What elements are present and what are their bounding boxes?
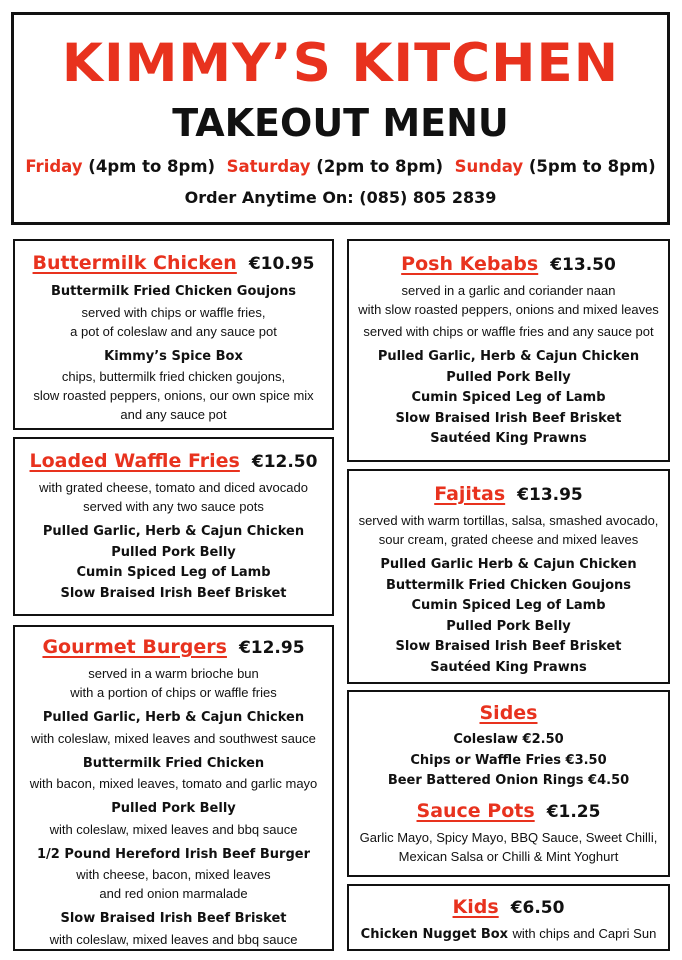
- item-description: served with chips or waffle fries,: [81, 304, 266, 320]
- section-title: [349, 483, 668, 505]
- section-price: €1.25: [546, 801, 601, 822]
- section-description: Mexican Salsa or Chilli & Mint Yoghurt: [398, 848, 619, 864]
- section-loaded-waffle-fries: [13, 437, 334, 616]
- section-description: served in a warm brioche bun: [88, 666, 259, 681]
- menu-item: Slow Braised Irish Beef Brisket: [395, 410, 622, 426]
- menu-item: Sautéed King Prawns: [430, 659, 587, 675]
- section-price: €13.50: [550, 255, 616, 275]
- section-description: with slow roasted peppers, onions and mixed leaves: [358, 302, 659, 317]
- menu-item: Slow Braised Irish Beef Brisket: [60, 911, 287, 926]
- menu-item: Coleslaw €2.50: [453, 732, 564, 747]
- item-description: a pot of coleslaw and any sauce pot: [70, 323, 277, 339]
- section-buttermilk-chicken: [13, 239, 334, 430]
- section-description: with a portion of chips or waffle fries: [70, 685, 277, 700]
- kids-item-line: [349, 924, 668, 946]
- section-name: Kids: [452, 896, 499, 918]
- menu-item: Sautéed King Prawns: [430, 431, 587, 446]
- hours-time-friday: (4pm to 8pm): [88, 157, 216, 176]
- hours-time-saturday: (2pm to 8pm): [316, 157, 444, 176]
- menu-item: Pulled Garlic Herb & Cajun Chicken: [380, 557, 637, 572]
- section-title: [349, 253, 668, 275]
- menu-item: Pulled Garlic, Herb & Cajun Chicken: [42, 710, 305, 725]
- order-phone: Order Anytime On: (085) 805 2839: [184, 188, 497, 207]
- item-description: and any sauce pot: [120, 407, 227, 422]
- item-description: with cheese, bacon, mixed leaves: [76, 867, 271, 882]
- menu-item: Cumin Spiced Leg of Lamb: [76, 565, 271, 580]
- menu-item: Chicken Nugget Box: [360, 927, 509, 942]
- section-price: €6.50: [510, 898, 565, 918]
- section-title: [15, 636, 332, 658]
- section-description: Garlic Mayo, Spicy Mayo, BBQ Sauce, Sweet Chilli,: [359, 829, 658, 845]
- menu-item: Buttermilk Fried Chicken Goujons: [50, 284, 297, 299]
- menu-item: 1/2 Pound Hereford Irish Beef Burger: [37, 846, 310, 862]
- menu-item: Pulled Pork Belly: [111, 801, 236, 816]
- section-title: [15, 450, 332, 472]
- item-description: with coleslaw, mixed leaves and southwest sauce: [31, 730, 316, 746]
- menu-header: [11, 12, 670, 225]
- item-description: and red onion marmalade: [99, 886, 248, 901]
- section-name: Sides: [479, 702, 538, 724]
- section-title: [349, 702, 668, 724]
- item-description: chips, buttermilk fried chicken goujons,: [61, 369, 286, 384]
- menu-item: Slow Braised Irish Beef Brisket: [60, 585, 287, 601]
- menu-item: Kimmy’s Spice Box: [104, 348, 243, 364]
- section-description: served with chips or waffle fries and any sauce pot: [363, 324, 654, 339]
- menu-item: Buttermilk Fried Chicken: [82, 755, 265, 771]
- section-description: served with warm tortillas, salsa, smashed avocado,: [358, 513, 659, 528]
- hours-day-sunday: Sunday: [454, 157, 524, 176]
- restaurant-name: KIMMY’S KITCHEN: [61, 33, 620, 94]
- section-gourmet-burgers: [13, 625, 334, 951]
- menu-item: Pulled Pork Belly: [446, 369, 571, 385]
- menu-item: Beer Battered Onion Rings €4.50: [387, 773, 630, 788]
- section-price: €12.50: [251, 452, 318, 472]
- menu-item: Pulled Pork Belly: [111, 544, 236, 560]
- section-description: with grated cheese, tomato and diced avocado: [39, 480, 308, 495]
- menu-item: Cumin Spiced Leg of Lamb: [411, 390, 606, 405]
- sauce-pots-title: [349, 800, 668, 822]
- menu-subtitle: TAKEOUT MENU: [172, 101, 509, 145]
- section-name: Posh Kebabs: [401, 253, 539, 275]
- menu-item: Pulled Garlic, Herb & Cajun Chicken: [377, 349, 640, 364]
- hours-time-sunday: (5pm to 8pm): [528, 157, 656, 176]
- item-description: with bacon, mixed leaves, tomato and garlic mayo: [29, 776, 318, 791]
- opening-hours: [14, 157, 667, 176]
- section-price: €12.95: [238, 638, 305, 658]
- section-name: Sauce Pots: [416, 799, 535, 822]
- section-title: [349, 896, 668, 918]
- section-name: Gourmet Burgers: [42, 636, 227, 658]
- section-description: served in a garlic and coriander naan: [401, 283, 616, 298]
- item-description: with coleslaw, mixed leaves and bbq sauce: [49, 931, 298, 947]
- section-price: €10.95: [248, 254, 315, 274]
- menu-item: Slow Braised Irish Beef Brisket: [395, 639, 622, 654]
- menu-item: Pulled Pork Belly: [446, 618, 571, 634]
- section-price: €13.95: [517, 485, 583, 505]
- item-description: with chips and Capri Sun: [512, 926, 657, 941]
- hours-day-friday: Friday: [25, 157, 83, 176]
- menu-item: Cumin Spiced Leg of Lamb: [411, 598, 606, 613]
- section-posh-kebabs: [347, 239, 670, 462]
- section-description: served with any two sauce pots: [83, 499, 264, 514]
- section-sides: [347, 690, 670, 877]
- menu-item: Buttermilk Fried Chicken Goujons: [385, 577, 632, 593]
- section-name: Buttermilk Chicken: [32, 252, 237, 274]
- item-description: slow roasted peppers, onions, our own spice mix: [33, 388, 314, 403]
- section-name: Loaded Waffle Fries: [29, 450, 240, 472]
- hours-day-saturday: Saturday: [226, 157, 311, 176]
- section-kids: [347, 884, 670, 951]
- section-description: sour cream, grated cheese and mixed leaves: [378, 532, 639, 547]
- section-fajitas: [347, 469, 670, 684]
- section-title: [15, 252, 332, 274]
- item-description: with coleslaw, mixed leaves and bbq sauce: [49, 821, 298, 837]
- section-name: Fajitas: [434, 483, 506, 505]
- menu-item: Chips or Waffle Fries €3.50: [410, 752, 607, 768]
- menu-item: Pulled Garlic, Herb & Cajun Chicken: [42, 524, 305, 539]
